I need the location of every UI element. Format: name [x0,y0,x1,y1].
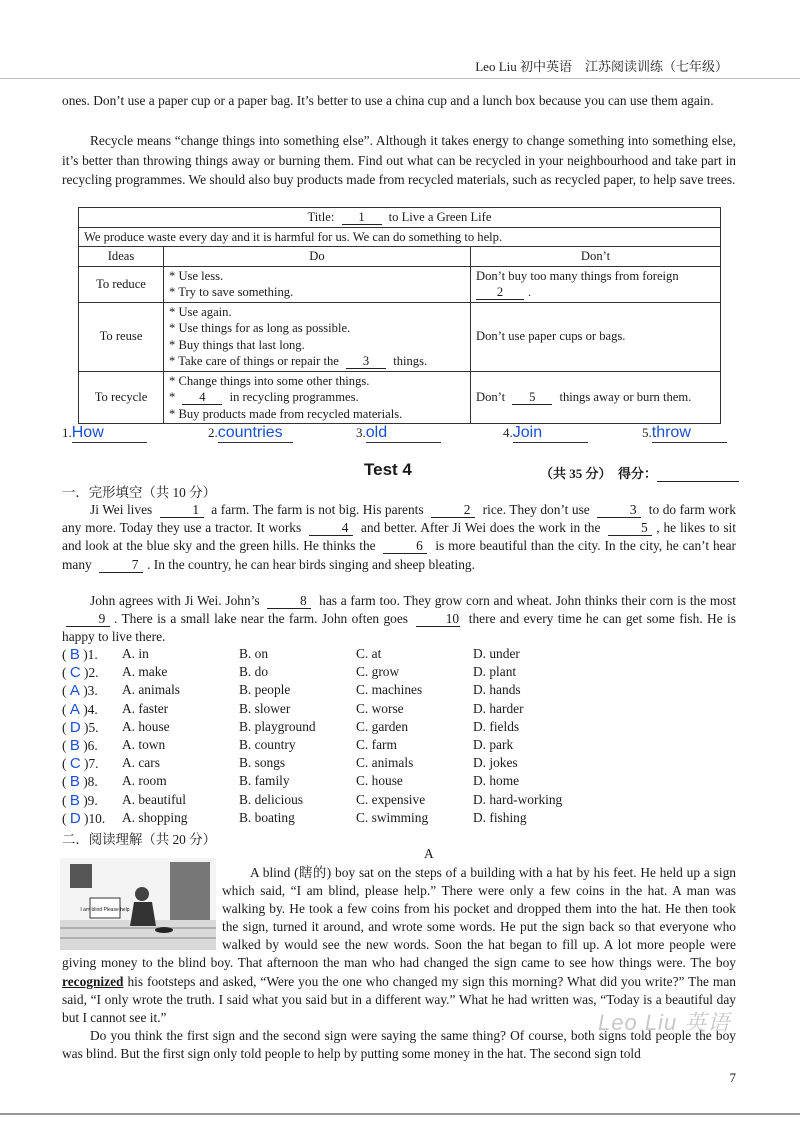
recycle-do-2-prefix: * [169,390,176,404]
mcq-question-5 [62,719,742,737]
mcq-option-d: D. plant [473,664,517,680]
answer-3 [356,424,441,443]
mcq-option-c: C. house [356,773,403,789]
section-1-title: 一．完形填空（共 10 分） [62,485,216,500]
mcq-option-b: B. slower [239,700,291,716]
mcq-number: 4. [87,701,98,717]
cloze-blank-5: 5 [608,520,652,536]
reduce-dont-cell [471,266,721,302]
answer-5-value: throw [652,424,727,443]
cloze-text: there and every time he can get some fish. He is happy to live there. [62,611,736,645]
cloze-blank-6: 6 [383,538,427,554]
watermark-logo: Leo Liu 英语 [598,1010,731,1035]
recycle-dont-suffix: things away or burn them. [559,390,692,404]
mcq-option-c: C. machines [356,682,423,698]
illustration-sign-text: I am blind Please help [80,907,130,913]
recycle-do-1: * Change things into some other things. [169,373,370,388]
mcq-option-a: A. faster [122,700,169,716]
mcq-number: 7. [88,756,99,772]
reading-text: A blind (瞎的) boy sat on the steps of a building with a hat by his feet. He held up a sign which said, “I am blind, please help.” There were only a few coins in the hat. A man was walking by. He took a few coins from his pocket and dropped them into the hat. He then took the sign, turned it around, and wrote some words. He put the sign back so that everyone who walked by would see the new words. Soon the hat began to fill up. A lot more people were giving money to the blind boy. That afternoon the man who had changed the sign came to see how things were. The boy [62,865,736,971]
mcq-option-c: C. at [356,646,382,661]
mcq-option-a: A. shopping [122,809,188,825]
reuse-dont-cell: Don’t use paper cups or bags. [471,302,721,371]
mcq-question-10 [62,810,742,828]
reading-text: his footsteps and asked, “Were you the one who changed my sign this morning? What did you write?” The man said, “I only wrote the truth. I said what you said but in a different way.” What he had written was, “Today is a beautiful day but I cannot see it.” [62,973,736,1025]
mcq-option-b: B. boating [239,809,295,825]
table-title-suffix: to Live a Green Life [388,210,492,224]
mcq-answer: B [69,791,80,809]
page-header: Leo Liu 初中英语 江苏阅读训练（七年级） [475,59,728,74]
mcq-answer-bracket: ( A )4. [62,700,98,718]
mcq-answer-bracket: ( C )7. [62,755,99,773]
mcq-option-b: B. family [239,773,290,789]
mcq-answer-bracket: ( D )5. [62,718,99,736]
mcq-option-b: B. country [239,736,296,752]
cloze-blank-4: 4 [309,520,353,536]
mcq-answer: A [69,682,80,700]
paragraph-reuse-end: ones. Don’t use a paper cup or a paper bag. It’s better to use a china cup and a lunch box because you can use them again. [62,93,714,108]
mcq-question-8 [62,773,742,791]
reuse-do-4-prefix: * Take care of things or repair the [169,354,339,368]
cloze-paragraph-1 [62,501,736,574]
mcq-option-b: B. people [239,682,291,698]
answer-4-number: 4. [503,425,513,440]
cloze-blank-9: 9 [66,611,110,627]
mcq-option-b: B. songs [239,755,286,771]
row-label-recycle: To recycle [79,371,164,424]
table-intro-cell: We produce waste every day and it is harmful for us. We can do something to help. [79,227,721,247]
col-ideas: Ideas [79,247,164,267]
cloze-text: has a farm too. They grow corn and wheat. John thinks their corn is the most [319,593,736,608]
cloze-blank-10: 10 [416,611,460,627]
mcq-option-c: C. worse [356,700,404,716]
mcq-option-a: A. beautiful [122,791,186,807]
answer-3-number: 3. [356,425,366,440]
cloze-paragraph-2 [62,592,736,647]
cloze-blank-7: 7 [99,557,143,573]
blank-3: 3 [346,355,386,369]
mcq-list [62,646,742,828]
reduce-do-2: * Try to save something. [169,285,294,299]
mcq-number: 8. [87,774,98,790]
section-2-title: 二．阅读理解（共 20 分） [62,832,216,847]
reuse-do-4-suffix: things. [393,354,428,368]
reading-paragraph-2: Do you think the first sign and the second sign were saying the same thing? Of course, both signs told people the boy was blind. But the first sign only told people to help by putting some money in the hat. The second sign told [62,1027,736,1061]
blank-5: 5 [512,391,552,405]
answer-3-value: old [366,424,441,443]
answer-5-number: 5. [642,425,652,440]
reuse-do-1: * Use again. [169,304,232,319]
answer-4 [503,424,588,443]
bottom-rule [0,1113,800,1115]
mcq-option-d: D. park [473,736,514,752]
recycle-dont-prefix: Don’t [476,390,506,404]
mcq-answer: C [69,664,81,682]
mcq-option-d: D. hard-working [473,791,563,807]
cloze-text: . In the country, he can hear birds singing and sheep bleating. [147,556,475,572]
mcq-question-2 [62,664,742,682]
mcq-answer-bracket: ( B )9. [62,791,98,809]
mcq-option-c: C. swimming [356,809,429,825]
mcq-option-c: C. expensive [356,791,426,807]
mcq-option-a: A. animals [122,682,181,698]
cloze-text: Ji Wei lives [90,502,153,517]
mcq-option-a: A. in [122,646,149,661]
cloze-text: rice. They don’t use [482,502,590,517]
mcq-answer-bracket: ( B )6. [62,736,98,754]
mcq-option-d: D. fields [473,718,520,734]
mcq-option-d: D. home [473,773,520,789]
col-dont: Don’t [471,247,721,267]
blank-1: 1 [342,211,382,225]
mcq-answer: C [69,755,81,773]
answer-2 [208,424,293,443]
mcq-question-3 [62,682,742,700]
answer-4-value: Join [513,424,588,443]
recycle-do-cell [164,371,471,424]
score-blank [657,468,739,482]
mcq-number: 2. [88,665,99,681]
mcq-option-c: C. garden [356,718,409,734]
cloze-text: to do farm work any more. Today they use a tractor. It works [62,502,736,536]
reuse-do-3: * Buy things that last long. [169,337,305,352]
recycle-do-2-suffix: in recycling programmes. [229,390,359,404]
mcq-option-b: B. delicious [239,791,303,807]
reduce-do-cell [164,266,471,302]
mcq-answer-bracket: ( B )8. [62,773,98,791]
score-area [540,463,739,482]
answer-1-value: How [72,424,147,443]
cloze-blank-2: 2 [431,502,475,518]
score-label: （共 35 分） 得分： [540,466,658,481]
mcq-option-d: D. under [473,646,520,661]
mcq-question-4 [62,701,742,719]
answer-row [62,424,742,448]
mcq-option-d: D. harder [473,700,524,716]
answer-1-number: 1. [62,425,72,440]
reuse-do-cell [164,302,471,371]
table-title-cell [79,208,721,228]
mcq-option-a: A. town [122,736,166,752]
mcq-answer: A [69,700,80,718]
mcq-answer-bracket: ( D )10. [62,809,106,827]
cloze-text: is more beautiful than the city. In the city, he can’t hear many [62,538,736,572]
mcq-option-c: C. farm [356,736,397,752]
table-title-prefix: Title: [307,210,335,224]
illustration-spacer [62,864,222,954]
mcq-number: 3. [87,683,98,699]
cloze-text: . There is a small lake near the farm. John often goes [114,611,409,627]
blank-2: 2 [476,286,524,300]
mcq-option-d: D. jokes [473,755,518,771]
mcq-option-a: A. make [122,664,168,680]
mcq-option-a: A. house [122,718,170,734]
mcq-option-b: B. on [239,646,269,661]
mcq-option-c: C. animals [356,755,414,771]
answer-1 [62,424,147,443]
test-title: Test 4 [364,460,412,479]
mcq-question-1 [62,646,742,664]
cloze-blank-1: 1 [160,502,204,518]
mcq-question-6 [62,737,742,755]
cloze-text: John agrees with Ji Wei. John’s [90,593,260,608]
cloze-blank-8: 8 [267,593,311,609]
recycle-dont-cell [471,371,721,424]
reduce-do-1: * Use less. [169,268,224,283]
cloze-text: a farm. The farm is not big. His parents [211,502,424,517]
cloze-blank-3: 3 [597,502,641,518]
row-label-reduce: To reduce [79,266,164,302]
mcq-question-9 [62,792,742,810]
mcq-number: 9. [87,792,98,808]
mcq-number: 1. [87,647,98,662]
row-label-reuse: To reuse [79,302,164,371]
header-rule [0,78,800,79]
recycle-do-3: * Buy products made from recycled materials. [169,406,403,421]
mcq-answer: D [69,809,81,827]
paragraph-recycle: Recycle means “change things into something else”. Although it takes energy to change something into something else, it’s better than throwing things away or burning them. Find out what can be recycled in your neighbourhood and take part in recycling programmes. We should also buy products made from recycled materials, such as recycled paper, to help save trees. [62,133,736,188]
mcq-answer-bracket: ( C )2. [62,664,99,682]
cloze-text: and better. After Ji Wei does the work in the [360,520,601,536]
mcq-option-d: D. fishing [473,809,527,825]
mcq-question-7 [62,755,742,773]
blank-4: 4 [182,391,222,405]
answer-5 [642,424,727,443]
mcq-answer-bracket: ( A )3. [62,682,98,700]
answer-2-number: 2. [208,425,218,440]
mcq-option-b: B. do [239,664,269,680]
green-life-table [78,207,721,424]
mcq-answer-bracket: ( B )1. [62,646,98,663]
mcq-option-b: B. playground [239,718,316,734]
mcq-number: 6. [87,737,98,753]
mcq-answer: B [69,736,80,754]
mcq-answer: B [69,646,80,663]
mcq-option-a: A. cars [122,755,160,771]
col-do: Do [164,247,471,267]
reduce-dont-text: Don’t buy too many things from foreign [476,268,679,283]
keyword-recognized: recognized [62,973,124,989]
reuse-do-2: * Use things for as long as possible. [169,321,351,335]
page-number: 7 [729,1070,736,1085]
mcq-option-a: A. room [122,773,167,789]
mcq-number: 5. [88,719,99,735]
reduce-dont-suffix: . [528,285,532,299]
mcq-option-d: D. hands [473,682,521,698]
mcq-number: 10. [88,810,106,826]
mcq-answer: B [69,773,80,791]
cloze-text: , he likes to sit and look at the blue sky and the green hills. He thinks the [62,520,736,554]
passage-letter: A [424,846,434,861]
mcq-option-c: C. grow [356,664,400,680]
answer-2-value: countries [218,424,293,443]
mcq-answer: D [69,718,81,736]
